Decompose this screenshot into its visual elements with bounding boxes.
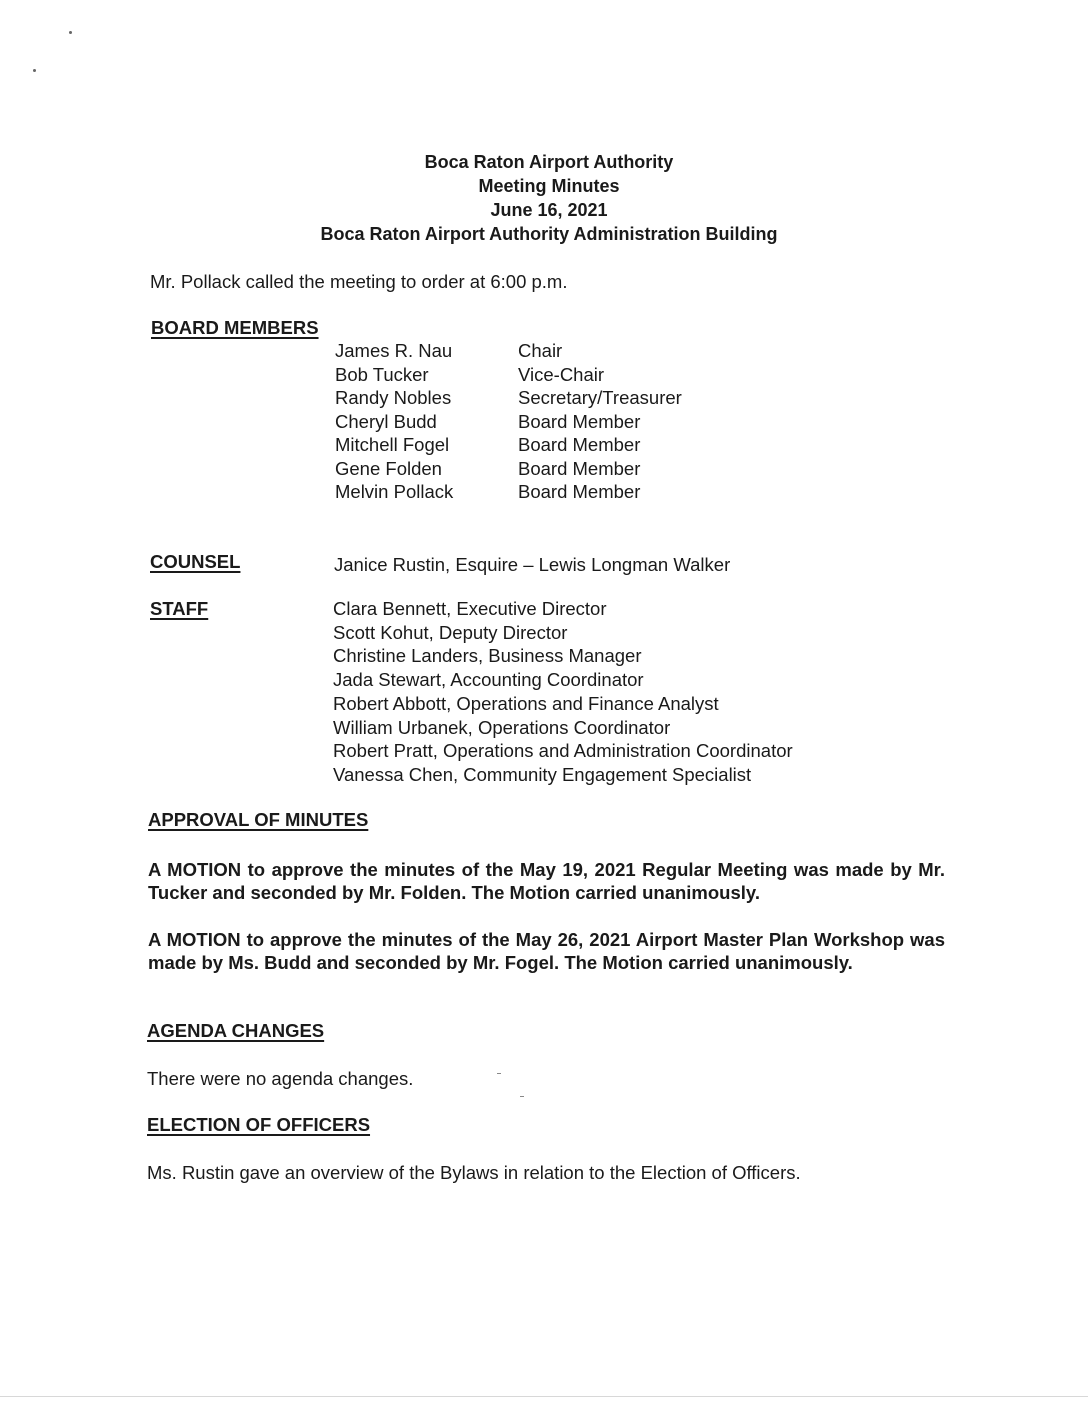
list-item: William Urbanek, Operations Coordinator [333,716,671,738]
table-row [335,433,682,457]
member-role: Board Member [518,481,641,502]
list-item: Scott Kohut, Deputy Director [333,621,568,643]
member-role: Chair [518,340,563,361]
table-row [335,363,682,387]
list-item: Vanessa Chen, Community Engagement Specialist [333,763,752,785]
election-of-officers-heading: ELECTION OF OFFICERS [147,1114,371,1135]
member-name: James R. Nau [335,340,453,361]
staff-heading: STAFF [150,598,209,619]
org-title: Boca Raton Airport Authority [424,152,674,172]
scan-speck [33,69,36,72]
election-of-officers-text: Ms. Rustin gave an overview of the Bylaws in relation to the Election of Officers. [147,1162,801,1183]
list-item: Robert Pratt, Operations and Administration Coordinator [333,740,793,762]
doc-type-title: Meeting Minutes [478,176,620,196]
list-item: Jada Stewart, Accounting Coordinator [333,669,644,691]
member-role: Board Member [518,457,641,479]
member-name: Mitchell Fogel [335,434,450,455]
board-members-heading: BOARD MEMBERS [151,317,319,338]
scan-edge [0,1396,1088,1397]
scan-speck [497,1073,501,1074]
table-row [335,480,682,504]
meeting-location: Boca Raton Airport Authority Administration Building [320,224,778,244]
motion-paragraph: A MOTION to approve the minutes of the May 26, 2021 Airport Master Plan Workshop was made by Ms. Budd and seconded by Mr. Fogel. The Motion carried unanimously. [148,929,945,973]
list-item: Robert Abbott, Operations and Finance Analyst [333,692,719,714]
agenda-changes-heading: AGENDA CHANGES [147,1020,325,1041]
table-row [335,339,682,363]
counsel-text: Janice Rustin, Esquire – Lewis Longman Walker [334,554,731,575]
member-name: Gene Folden [335,457,442,479]
approval-of-minutes-heading: APPROVAL OF MINUTES [148,809,369,830]
document-header [0,150,1088,246]
member-role: Vice-Chair [518,363,605,385]
table-row [335,410,682,434]
meeting-date: June 16, 2021 [490,200,608,220]
member-role: Secretary/Treasurer [518,387,682,408]
member-name: Cheryl Budd [335,410,437,432]
call-to-order: Mr. Pollack called the meeting to order at 6:00 p.m. [150,271,568,292]
counsel-heading: COUNSEL [150,551,241,572]
member-name: Randy Nobles [335,387,452,408]
member-name: Melvin Pollack [335,481,454,502]
agenda-changes-text: There were no agenda changes. [147,1068,414,1089]
board-members-table [335,339,682,504]
scan-speck [69,31,72,34]
member-role: Board Member [518,410,641,432]
staff-list [333,597,793,787]
table-row [335,386,682,410]
member-role: Board Member [518,434,641,455]
table-row [335,457,682,481]
list-item: Clara Bennett, Executive Director [333,598,607,619]
scan-speck [520,1096,524,1097]
motion-paragraph: A MOTION to approve the minutes of the May 19, 2021 Regular Meeting was made by Mr. Tucker and seconded by Mr. Folden. The Motion carried unanimously. [148,859,945,903]
list-item: Christine Landers, Business Manager [333,645,642,667]
member-name: Bob Tucker [335,363,429,385]
